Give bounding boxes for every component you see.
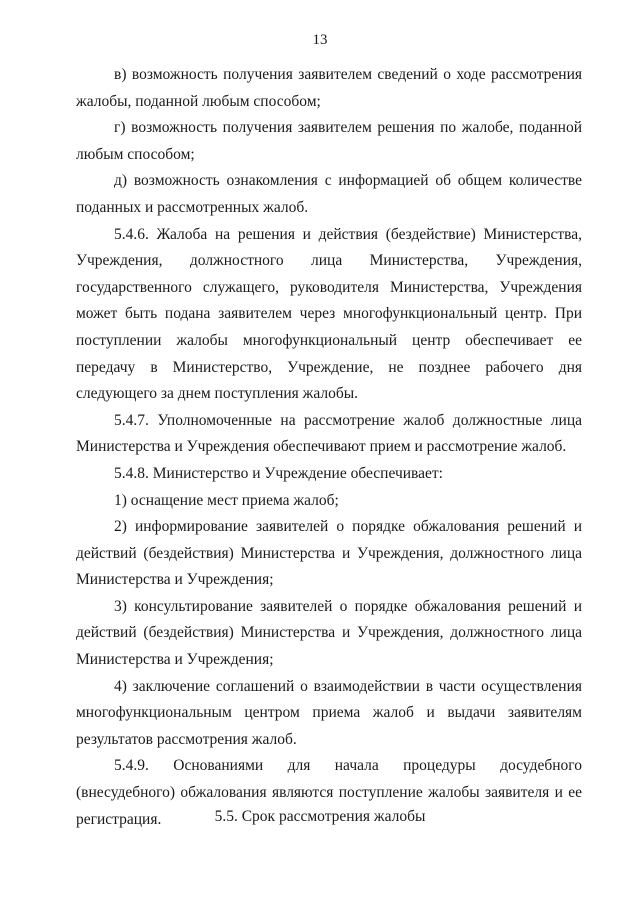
paragraph-5-4-9: 5.4.9. Основаниями для начала процедуры досудебного (внесудебного) обжалования являются поступление жалобы заявителя и ее регистрация. [76,757,582,828]
document-body [76,62,582,833]
section-heading: 5.5. Срок рассмотрения жалобы [214,808,426,825]
paragraph-5-4-7: 5.4.7. Уполномоченные на рассмотрение жалоб должностные лица Министерства и Учреждения обеспечивают прием и рассмотрение жалоб. [76,411,582,456]
page-number: 13 [312,32,328,48]
paragraph-v: в) возможность получения заявителем сведений о ходе рассмотрения жалобы, поданной любым способом; [76,66,582,110]
paragraph-5-4-8: 5.4.8. Министерство и Учреждение обеспечивает: [114,464,443,482]
paragraph-g: г) возможность получения заявителем решения по жалобе, поданной любым способом; [76,119,582,163]
list-item-2: 2) информирование заявителей о порядке обжалования решений и действий (бездействия) Министерства и Учреждения, должностного лица Министерства и Учреждения; [76,518,582,589]
list-item-3: 3) консультирование заявителей о порядке обжалования решений и действий (бездействия) Министерства и Учреждения, должностного лица Министерства и Учреждения; [76,597,582,669]
paragraph-5-4-6: 5.4.6. Жалоба на решения и действия (бездействие) Министерства, Учреждения, должностного лица Министерства, Учреждения, государственного служащего, руководителя Министерства, Учреждения может быть подана заявителем через многофункциональный центр. При поступлении жалобы многофункциональный центр обеспечивает ее передачу в Министерство, Учреждение, не позднее рабочего дня следующего за днем поступления жалобы. [76,225,582,403]
paragraph-d: д) возможность ознакомления с информацией об общем количестве поданных и рассмотренных жалоб. [76,172,582,216]
list-item-1: 1) оснащение мест приема жалоб; [114,491,339,509]
list-item-4: 4) заключение соглашений о взаимодействии в части осуществления многофункциональным центром приема жалоб и выдачи заявителям результатов рассмотрения жалоб. [76,677,582,748]
